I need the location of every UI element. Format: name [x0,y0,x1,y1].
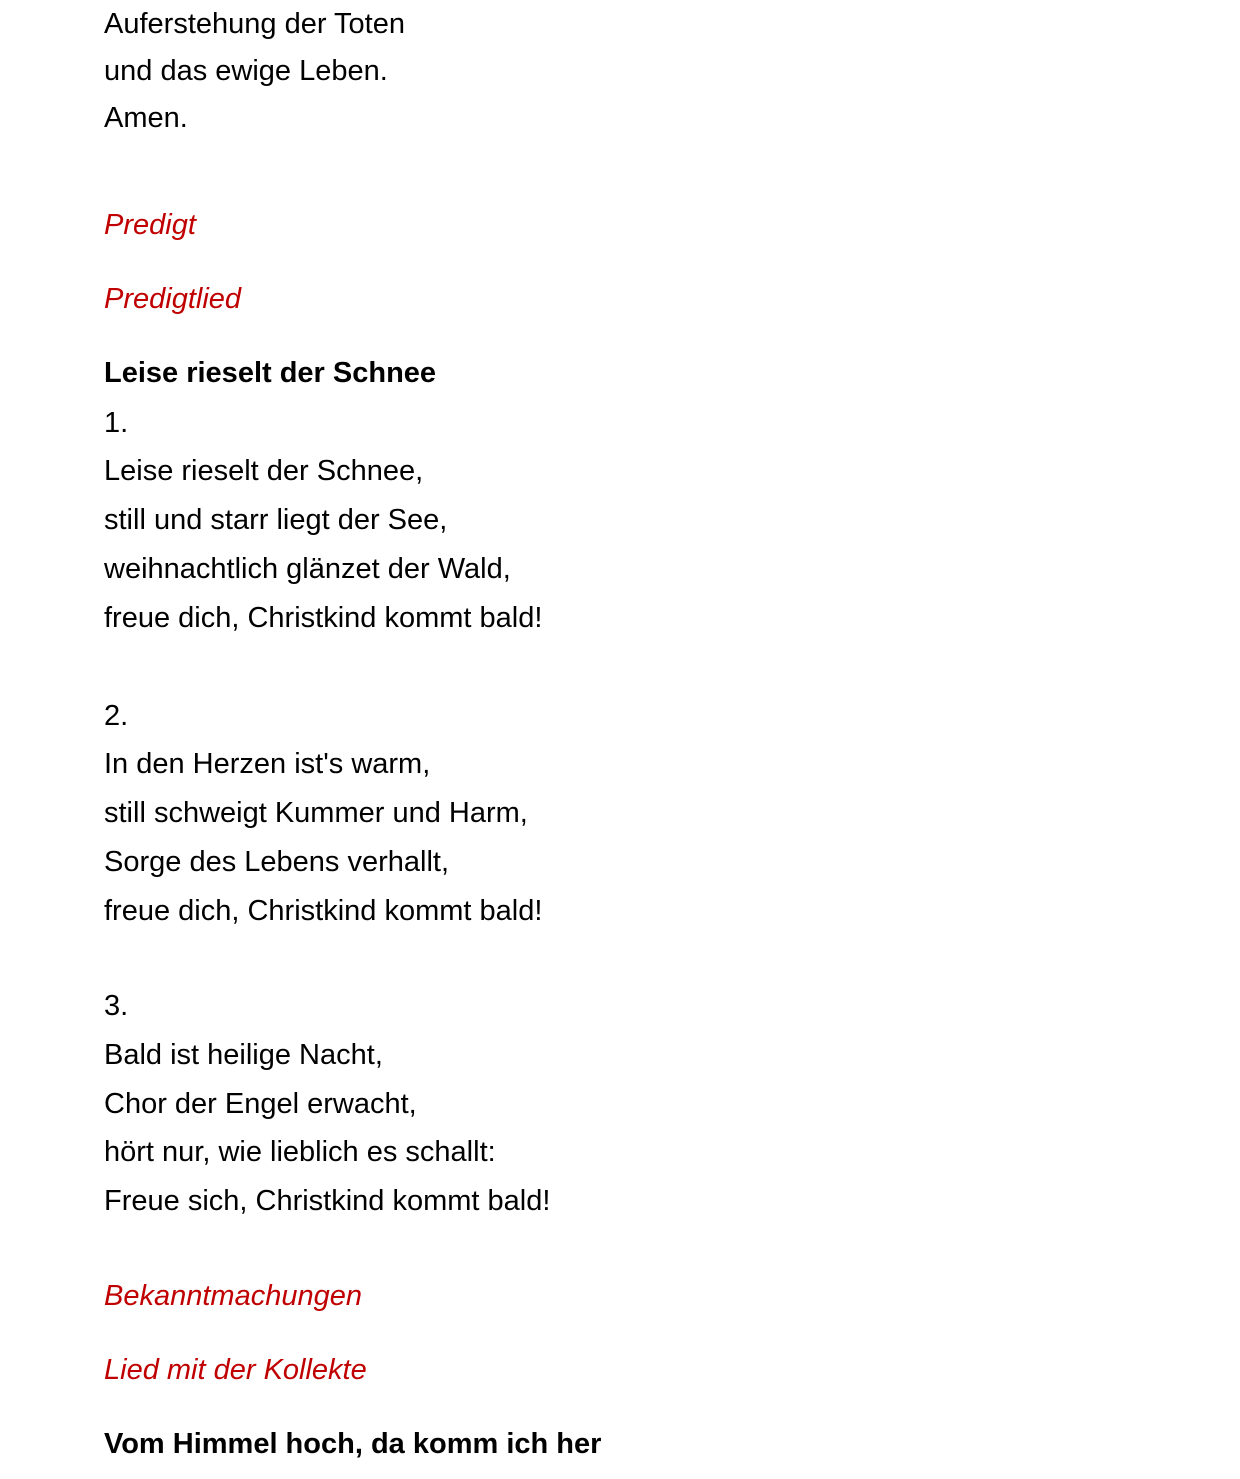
verse-number: 2. [104,700,129,732]
verse-line: Sorge des Lebens verhallt, [104,846,449,878]
rubric-bekanntmachungen: Bekanntmachungen [104,1280,362,1312]
verse-line: In den Herzen ist's warm, [104,748,431,780]
creed-line: und das ewige Leben. [104,55,388,87]
rubric-predigt: Predigt [104,209,196,241]
verse-line: hört nur, wie lieblich es schallt: [104,1136,496,1168]
creed-amen: Amen. [104,102,188,134]
song-title: Vom Himmel hoch, da komm ich her [104,1428,602,1460]
verse-line: Leise rieselt der Schnee, [104,455,424,487]
verse-number: 1. [104,407,129,439]
song-title: Leise rieselt der Schnee [104,357,437,389]
verse-line: still schweigt Kummer und Harm, [104,797,528,829]
verse-line: Bald ist heilige Nacht, [104,1039,383,1071]
verse-number: 3. [104,990,129,1022]
verse-line: Freue sich, Christkind kommt bald! [104,1185,551,1217]
verse-line: freue dich, Christkind kommt bald! [104,895,543,927]
verse-line: weihnachtlich glänzet der Wald, [104,553,511,585]
verse-line: still und starr liegt der See, [104,504,448,536]
rubric-predigtlied: Predigtlied [104,283,242,315]
rubric-lied-kollekte: Lied mit der Kollekte [104,1354,367,1386]
creed-line: Auferstehung der Toten [104,8,405,40]
verse-line: freue dich, Christkind kommt bald! [104,602,543,634]
verse-line: Chor der Engel erwacht, [104,1088,417,1120]
